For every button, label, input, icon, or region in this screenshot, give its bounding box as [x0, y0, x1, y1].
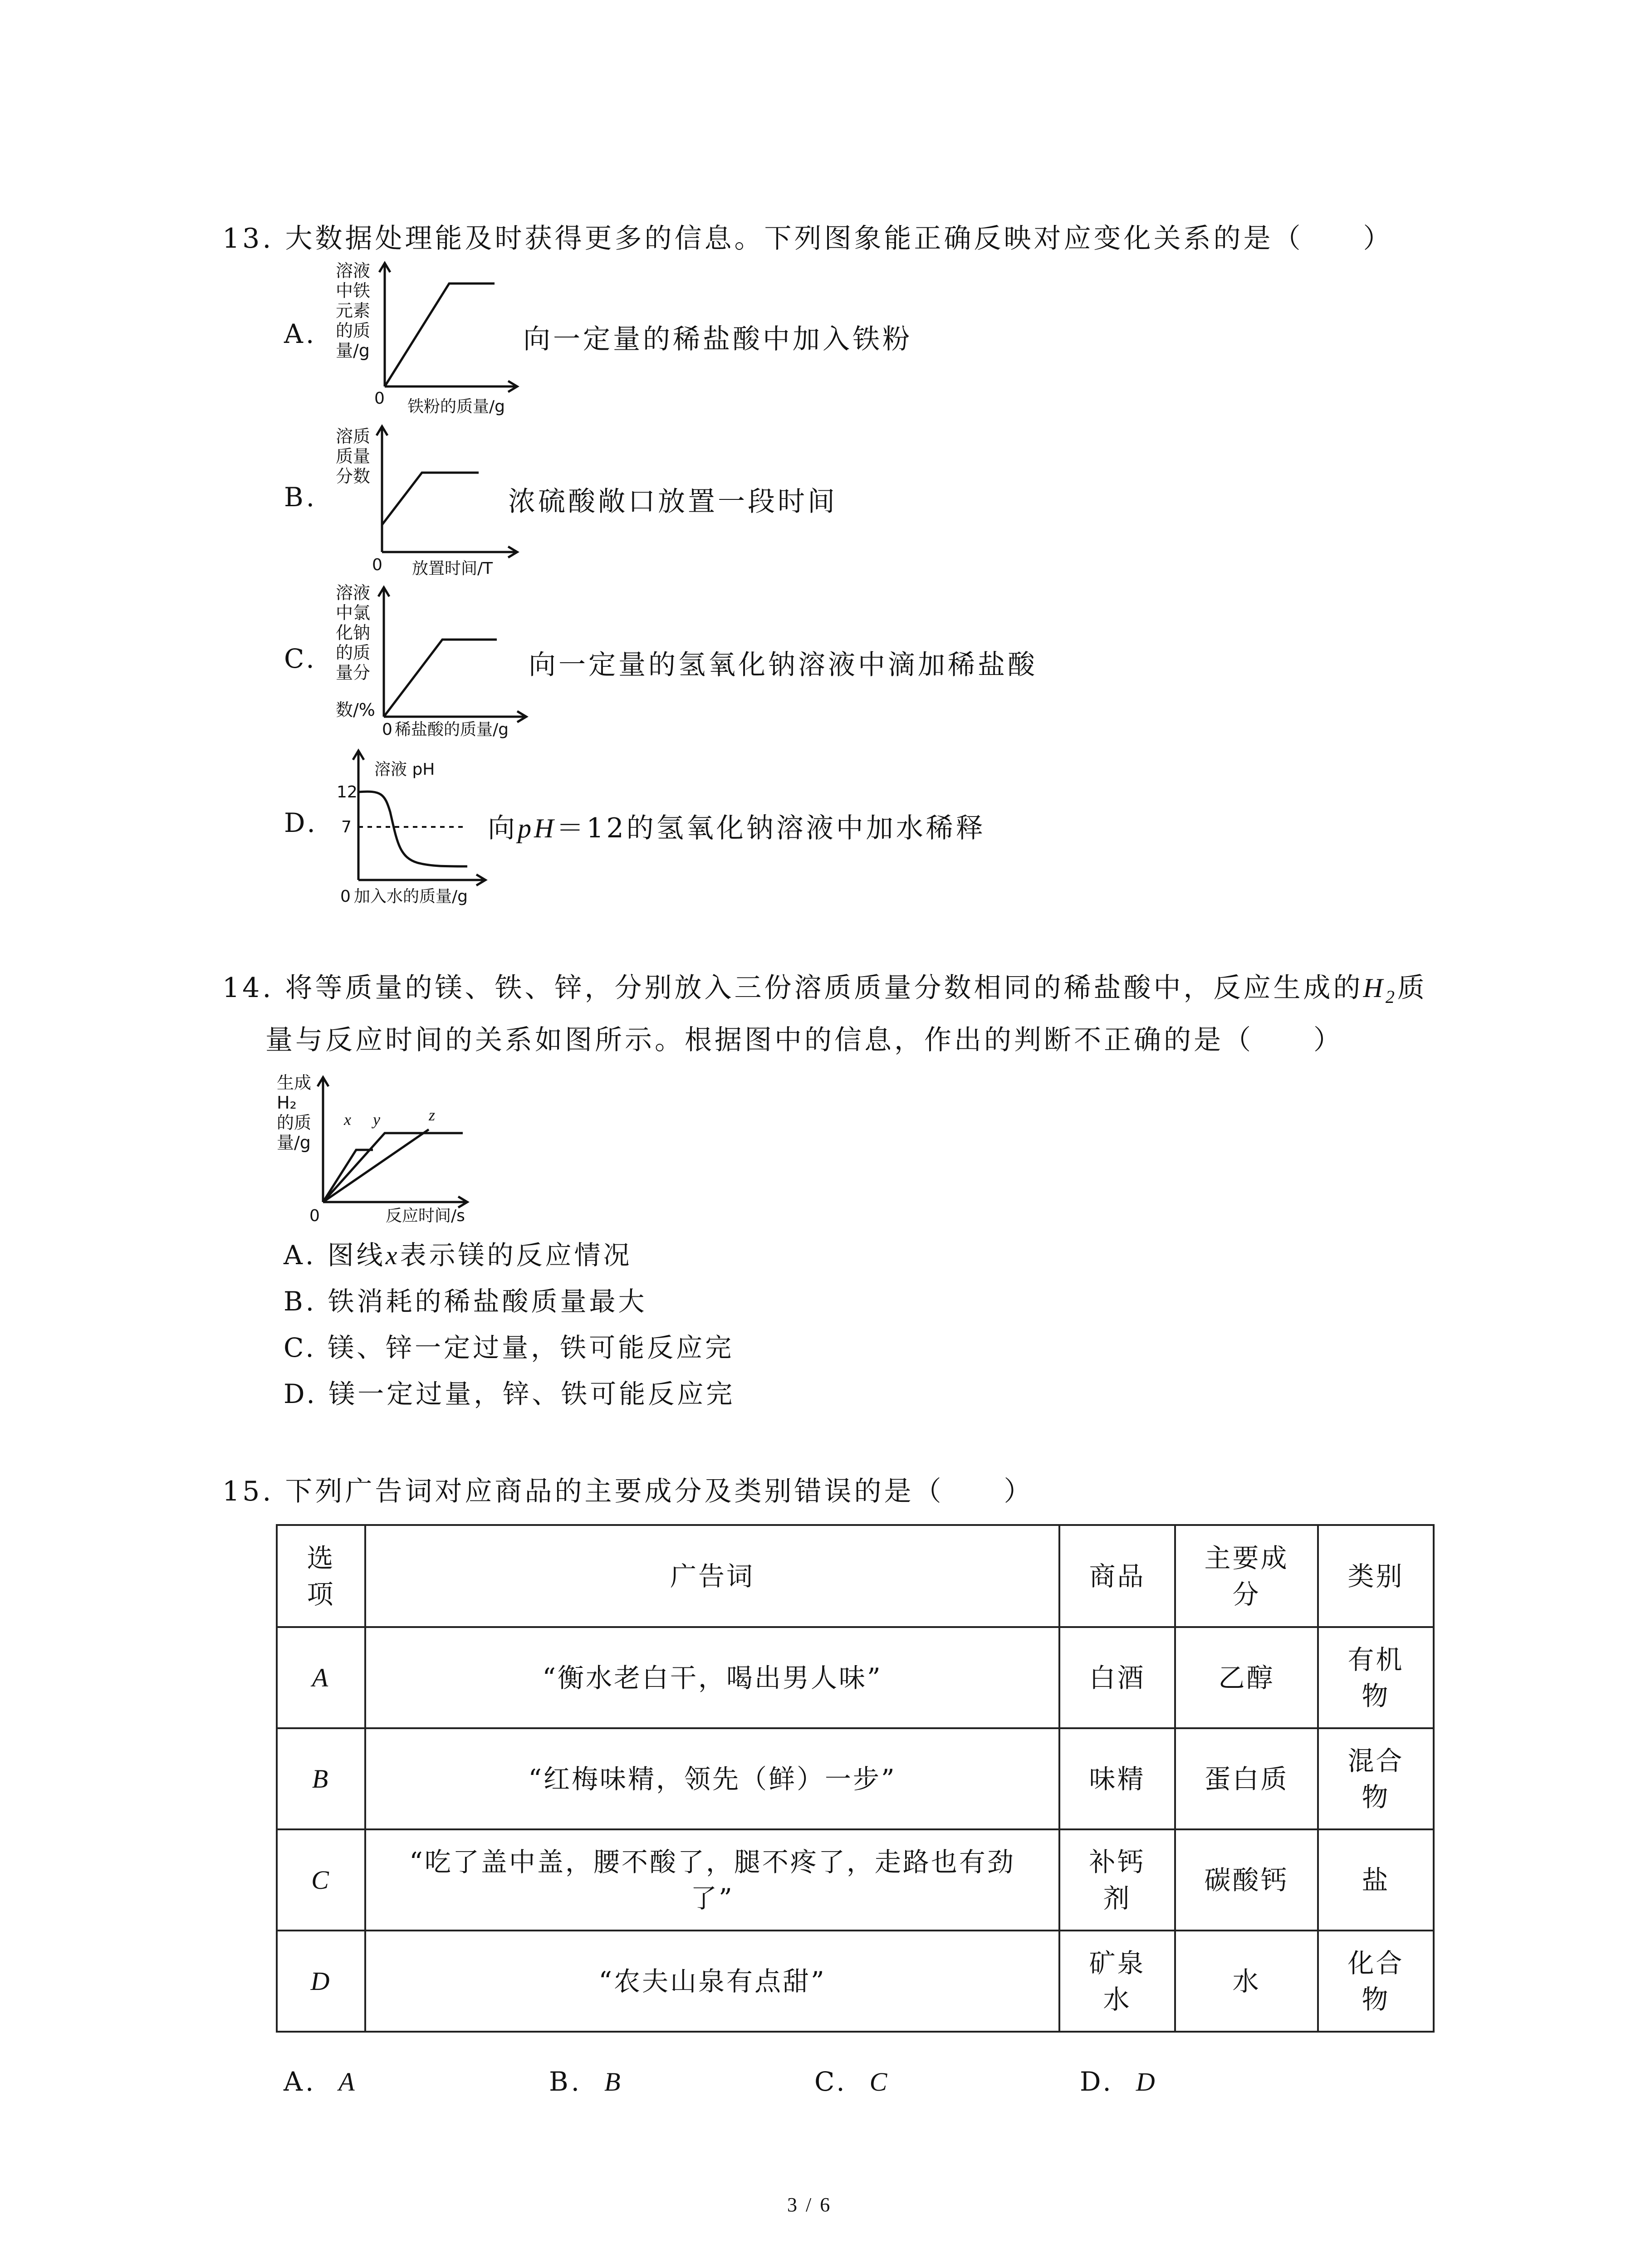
- q15-row-b-component: 蛋白质: [1175, 1728, 1318, 1829]
- chart-c-ylabel-4: 的质: [336, 643, 371, 663]
- chart-d-curve: [358, 792, 467, 866]
- q15-header-component: 主要成分: [1175, 1525, 1318, 1627]
- q15-row-d-slogan: “农夫山泉有点甜”: [365, 1931, 1059, 2032]
- chart-a-ylabel-4: 的质: [336, 321, 371, 341]
- q14-chart-series-y: [323, 1133, 408, 1202]
- q15-row-a-component: 乙醇: [1175, 1627, 1318, 1728]
- q15-row-a-product: 白酒: [1059, 1627, 1175, 1728]
- q14-chart-ylabel-4: 量/g: [277, 1133, 311, 1153]
- table-row: [277, 1829, 1434, 1931]
- q15-row-c-slogan: “吃了盖中盖，腰不酸了，腿不疼了，走路也有劲了”: [365, 1829, 1059, 1931]
- chart-d-origin: 0: [340, 887, 351, 906]
- q13-option-b-letter: B.: [284, 482, 318, 513]
- q15-answer-b: B. B: [549, 2066, 623, 2097]
- q15-header-category: 类别: [1318, 1525, 1434, 1627]
- table-row: [277, 1728, 1434, 1829]
- q15-row-c-option: C: [277, 1829, 365, 1931]
- q15-row-a-option: A: [277, 1627, 365, 1728]
- q13-option-a-desc: 向一定量的稀盐酸中加入铁粉: [523, 323, 912, 355]
- chart-c-xlabel: 稀盐酸的质量/g: [395, 720, 509, 739]
- q14-option-d: D. 镁一定过量，锌、铁可能反应完: [284, 1378, 735, 1409]
- q15-row-b-product: 味精: [1059, 1728, 1175, 1829]
- q15-header-product: 商品: [1059, 1525, 1175, 1627]
- q13-option-b-desc: 浓硫酸敞口放置一段时间: [508, 486, 838, 518]
- q15-row-b-slogan: “红梅味精，领先（鲜）一步”: [365, 1728, 1059, 1829]
- q14-chart-label-y: y: [373, 1110, 380, 1129]
- q13-chart-c: [331, 581, 540, 748]
- chart-a-xlabel: 铁粉的质量/g: [407, 397, 505, 416]
- chart-b-origin: 0: [372, 556, 382, 574]
- q15-row-c-product: 补钙剂: [1059, 1829, 1175, 1931]
- q15-header-option: 选项: [277, 1525, 365, 1627]
- chart-b-ylabel-1: 溶质: [336, 426, 371, 446]
- q15-row-c-component: 碳酸钙: [1175, 1829, 1318, 1931]
- chart-d-tick-7: 7: [341, 818, 352, 836]
- chart-a-ylabel-2: 中铁: [336, 281, 371, 301]
- q13-option-d-letter: D.: [284, 807, 318, 838]
- chart-a-ylabel-3: 元素: [336, 301, 371, 321]
- q15-row-c-category: 盐: [1318, 1829, 1434, 1931]
- q13-option-d-desc: 向pH＝12的氢氧化钠溶液中加水稀释: [488, 812, 986, 844]
- q15-row-d-component: 水: [1175, 1931, 1318, 2032]
- q15-row-b-option: B: [277, 1728, 365, 1829]
- q15-stem: 15. 下列广告词对应商品的主要成分及类别错误的是（ ）: [222, 1476, 1034, 1507]
- q14-chart-origin: 0: [309, 1207, 320, 1225]
- chart-c-ylabel-2: 中氯: [336, 603, 371, 623]
- q14-chart-label-x: x: [344, 1110, 351, 1129]
- chart-d-tick-12: 12: [337, 783, 358, 802]
- q13-option-c-letter: C.: [284, 643, 317, 674]
- chart-a-origin: 0: [374, 389, 385, 408]
- chart-b-ylabel-3: 分数: [336, 466, 371, 486]
- page-number: 3 / 6: [787, 2194, 832, 2216]
- q15-row-d-product: 矿泉水: [1059, 1931, 1175, 2032]
- q15-answer-a: A. A: [284, 2066, 358, 2097]
- chart-b-ylabel-2: 质量: [336, 446, 371, 466]
- q15-row-a-slogan: “衡水老白干，喝出男人味”: [365, 1627, 1059, 1728]
- q15-row-d-option: D: [277, 1931, 365, 2032]
- q15-row-b-category: 混合物: [1318, 1728, 1434, 1829]
- q14-stem-line1: 14. 将等质量的镁、铁、锌，分别放入三份溶质质量分数相同的稀盐酸中，反应生成的$H_2$质: [222, 972, 1427, 1007]
- q15-row-d-category: 化合物: [1318, 1931, 1434, 2032]
- q14-chart: [272, 1070, 485, 1234]
- q15-header-slogan: 广告词: [365, 1525, 1059, 1627]
- q14-chart-ylabel-1: 生成: [277, 1073, 312, 1093]
- q15-answer-d: D. D: [1080, 2066, 1158, 2097]
- q13-stem: 13. 大数据处理能及时获得更多的信息。下列图象能正确反映对应变化关系的是（ ）: [222, 223, 1393, 254]
- chart-c-ylabel-1: 溶液: [336, 583, 371, 603]
- chart-b-curve: [382, 473, 479, 525]
- q15-table-header-row: [277, 1525, 1434, 1627]
- chart-a-ylabel-5: 量/g: [336, 341, 370, 361]
- q14-option-b: B. 铁消耗的稀盐酸质量最大: [284, 1286, 647, 1317]
- q13-chart-a: [331, 259, 531, 422]
- chart-b-xlabel: 放置时间/T: [412, 559, 493, 578]
- q13-option-a-letter: A.: [284, 318, 317, 349]
- q15-row-a-category: 有机物: [1318, 1627, 1434, 1728]
- chart-c-ylabel-6: 数/%: [336, 700, 375, 720]
- q13-chart-b: [331, 420, 531, 583]
- q14-option-a: A. 图线x表示镁的反应情况: [284, 1240, 632, 1271]
- chart-c-ylabel-3: 化钠: [336, 623, 371, 643]
- q13-chart-d: [331, 744, 504, 916]
- q14-option-c: C. 镁、锌一定过量，铁可能反应完: [284, 1332, 735, 1363]
- q14-chart-xlabel: 反应时间/s: [386, 1207, 465, 1225]
- chart-c-origin: 0: [382, 720, 392, 739]
- chart-a-curve: [385, 284, 495, 386]
- q14-stem-line2: 量与反应时间的关系如图所示。根据图中的信息，作出的判断不正确的是（ ）: [265, 1024, 1343, 1056]
- q15-answer-c: C. C: [814, 2066, 890, 2097]
- q13-option-c-desc: 向一定量的氢氧化钠溶液中滴加稀盐酸: [529, 649, 1038, 681]
- chart-a-ylabel-1: 溶液: [336, 261, 371, 281]
- q14-chart-ylabel-3: 的质: [277, 1113, 312, 1133]
- table-row: [277, 1931, 1434, 2032]
- q14-chart-label-z: z: [429, 1106, 436, 1124]
- table-row: [277, 1627, 1434, 1728]
- q15-table: [276, 1524, 1435, 2033]
- chart-d-xlabel: 加入水的质量/g: [354, 887, 468, 906]
- q14-chart-ylabel-2: H₂: [277, 1093, 297, 1113]
- chart-c-ylabel-5: 量分: [336, 663, 371, 683]
- chart-d-ytitle: 溶液 pH: [374, 760, 435, 779]
- q14-chart-series-z: [323, 1129, 429, 1202]
- chart-c-curve: [384, 640, 497, 717]
